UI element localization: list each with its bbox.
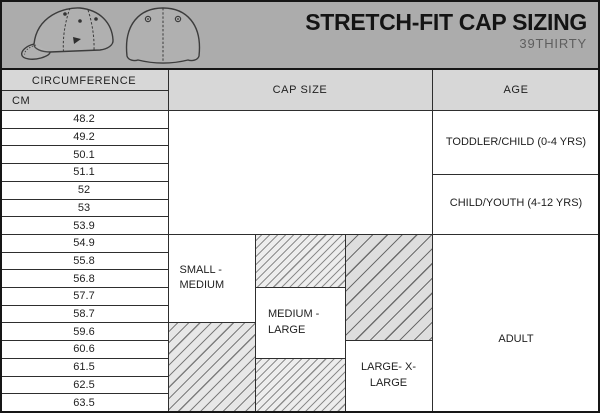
size-cell-small-medium	[168, 234, 255, 322]
page-title: STRETCH-FIT CAP SIZING	[305, 9, 587, 35]
hatch-small-medium-stretch	[168, 322, 255, 411]
header-circumference: CIRCUMFERENCE	[0, 70, 168, 91]
page-subtitle: 39THIRTY	[519, 36, 587, 52]
size-label-large-xlarge: LARGE- X-LARGE	[360, 361, 416, 389]
size-cell-large-xlarge	[345, 340, 432, 411]
size-label-medium-large: MEDIUM - LARGE	[268, 308, 320, 336]
title-block	[305, 10, 587, 51]
circumference-row: 56.8	[0, 270, 168, 288]
cap-front-view-icon	[122, 4, 204, 69]
circumference-row: 52	[0, 182, 168, 200]
circumference-row: 63.5	[73, 396, 95, 409]
circumference-row: 53	[0, 200, 168, 218]
circumference-row: 49.2	[0, 129, 168, 147]
banner	[0, 0, 600, 68]
circumference-row: 55.8	[0, 253, 168, 271]
circumference-row: 57.7	[0, 288, 168, 306]
hatch-large-xlarge-stretch	[345, 234, 432, 340]
circumference-row: 60.6	[0, 341, 168, 359]
cap-side-view-icon	[20, 4, 118, 69]
circumference-row: 61.5	[0, 359, 168, 377]
size-label-small-medium: SMALL - MEDIUM	[179, 263, 225, 291]
circumference-row: 62.5	[0, 377, 168, 395]
circumference-row: 54.9	[0, 235, 168, 253]
age-cell-toddler-child: TODDLER/CHILD (0-4 YRS)	[432, 111, 600, 174]
cap-size-open-area	[168, 111, 432, 234]
header-unit-cm: CM	[0, 91, 168, 110]
header-age: AGE	[432, 70, 600, 110]
hatch-medium-large-stretch-lower	[255, 358, 345, 411]
age-cell-adult: ADULT	[432, 234, 600, 411]
circumference-row: 51.1	[0, 164, 168, 182]
banner-divider	[0, 68, 600, 70]
size-cell-medium-large	[255, 287, 345, 358]
header-cap-size: CAP SIZE	[168, 70, 432, 110]
circumference-row: 59.6	[0, 323, 168, 341]
circumference-row: 50.1	[0, 146, 168, 164]
circumference-row: 48.2	[0, 111, 168, 129]
hatch-medium-large-stretch-upper	[255, 234, 345, 287]
age-cell-child-youth: CHILD/YOUTH (4-12 YRS)	[432, 174, 600, 234]
circumference-row: 58.7	[0, 306, 168, 324]
circumference-column	[0, 111, 168, 411]
circumference-row: 53.9	[0, 217, 168, 235]
